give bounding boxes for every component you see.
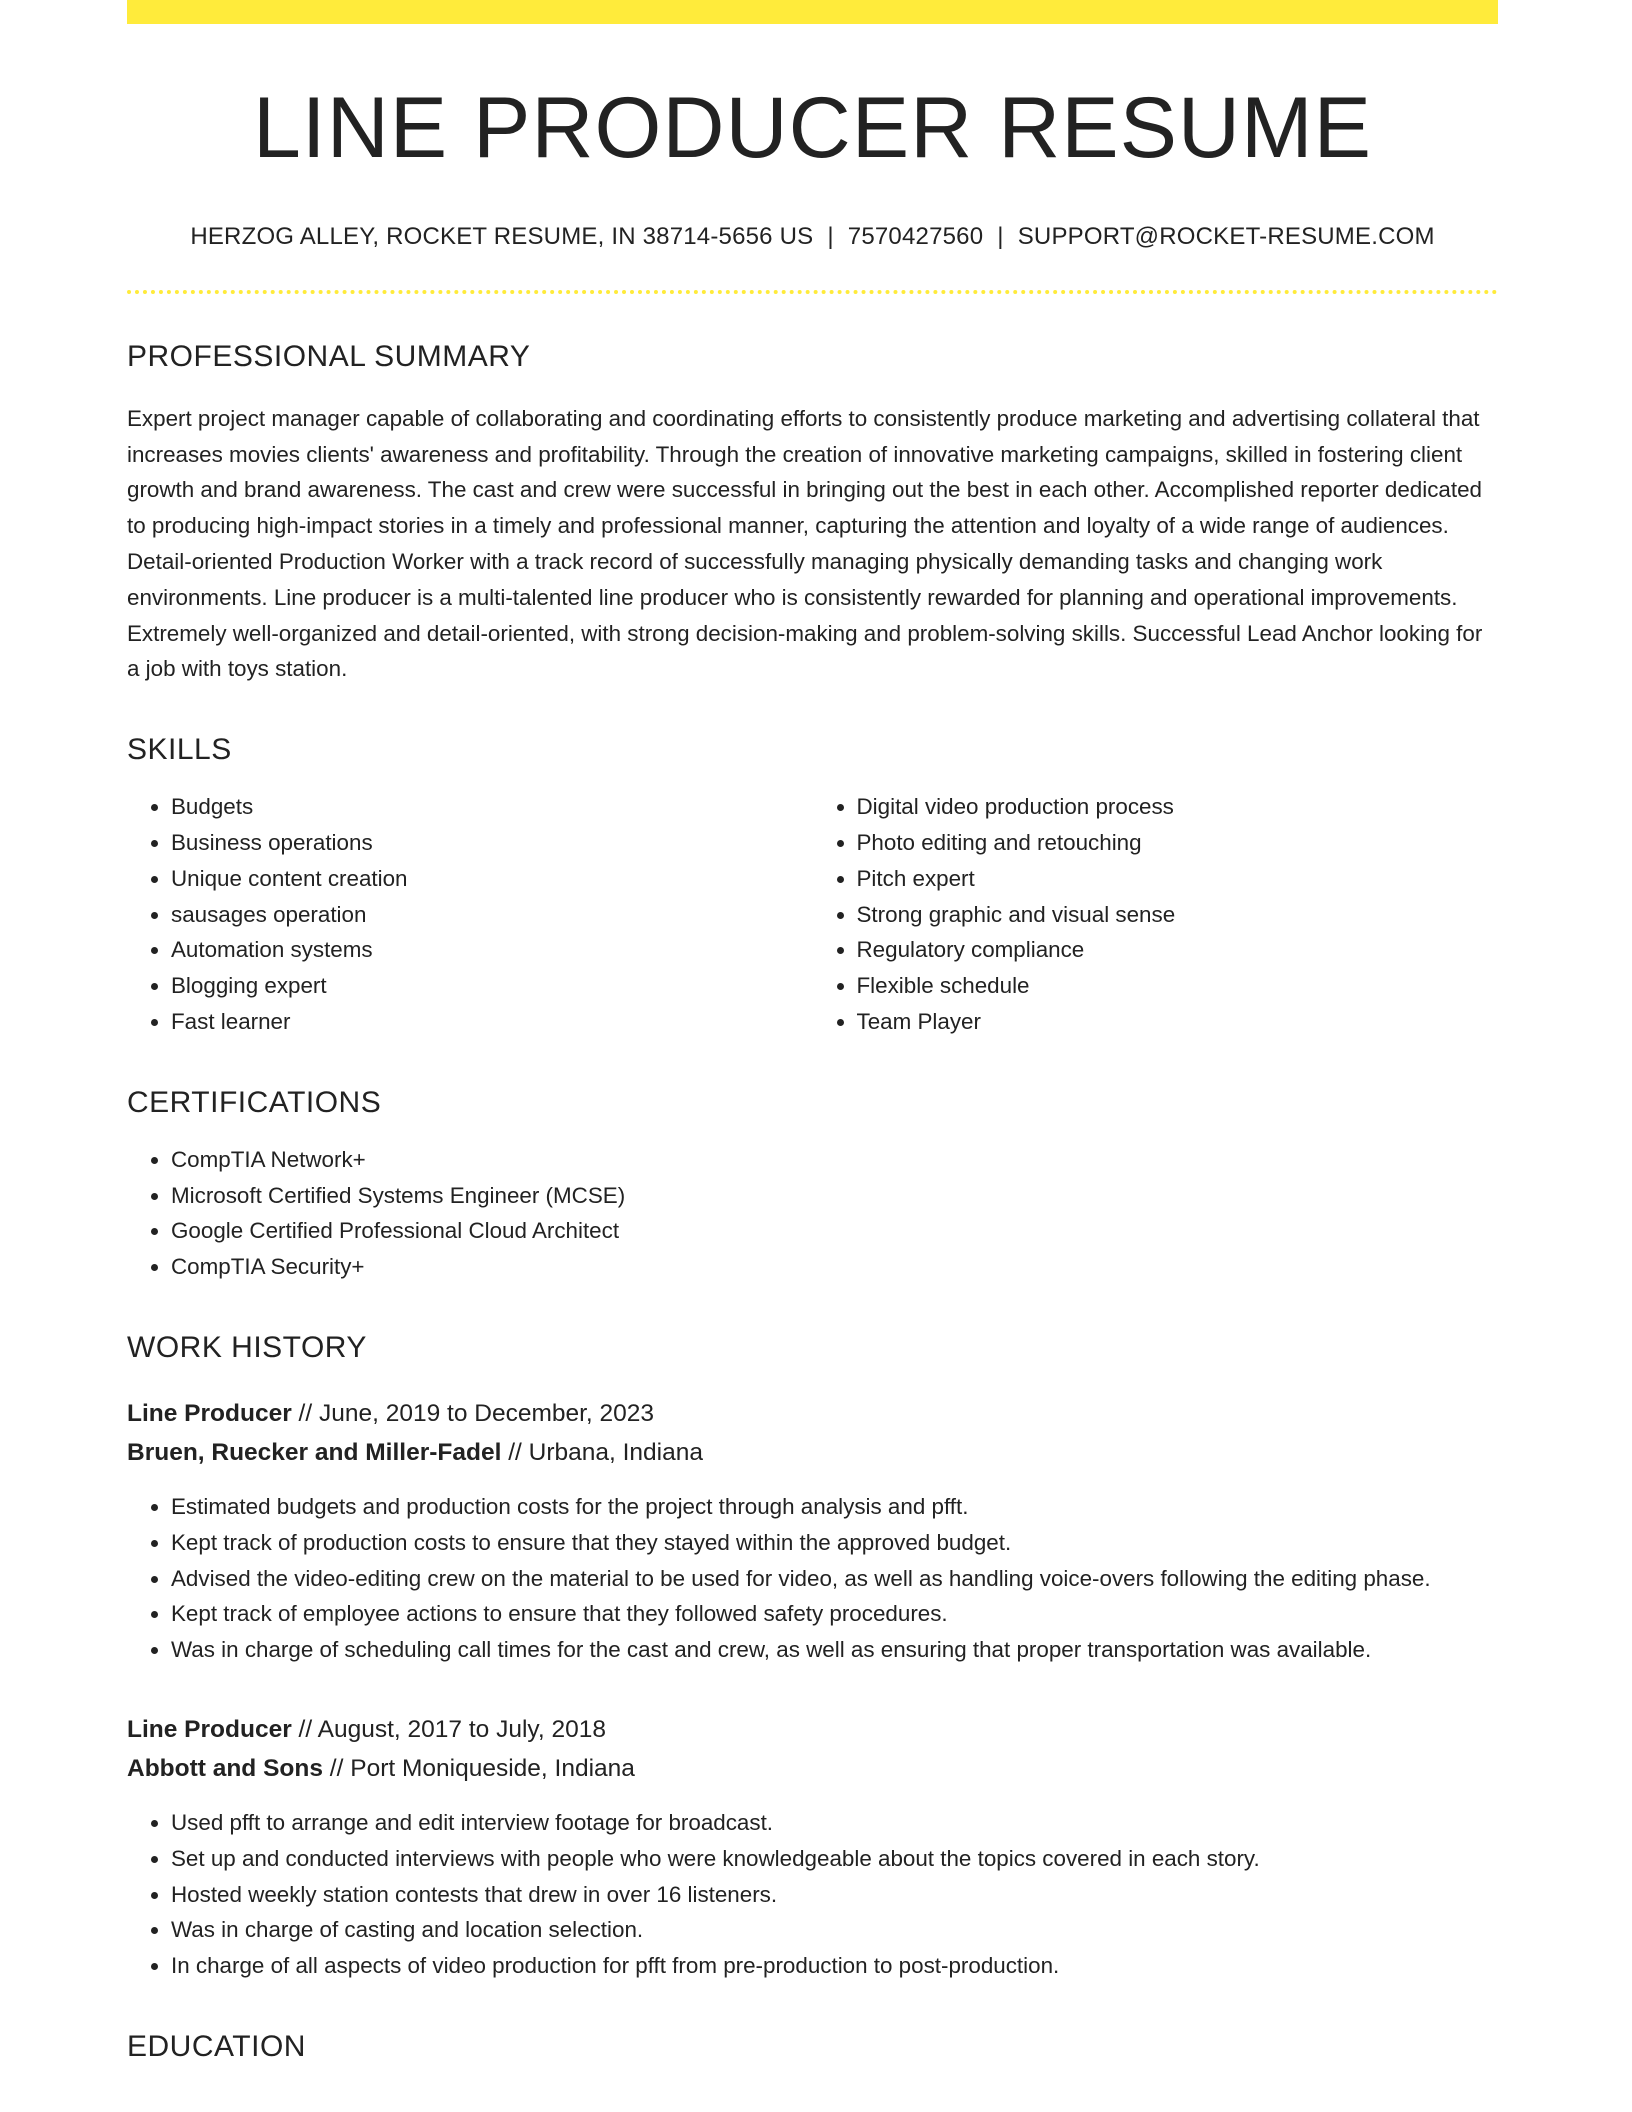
certifications-heading: CERTIFICATIONS bbox=[127, 1085, 382, 1119]
skills-column-left bbox=[127, 789, 813, 1040]
skill-item: • Fast learner bbox=[171, 1004, 813, 1040]
skill-item: • Automation systems bbox=[171, 932, 813, 968]
skill-item: • Regulatory compliance bbox=[857, 932, 1499, 968]
job-bullet: • Kept track of production costs to ensure that they stayed within the approved budget. bbox=[171, 1525, 1498, 1561]
job-bullet: • In charge of all aspects of video production for pfft from pre-production to post-production. bbox=[171, 1948, 1498, 1984]
job-company-line bbox=[127, 1749, 1498, 1788]
job-entry bbox=[127, 1394, 1498, 1668]
job-title: Line Producer bbox=[127, 1715, 292, 1743]
skill-item: • Photo editing and retouching bbox=[857, 825, 1499, 861]
job-bullet: • Estimated budgets and production costs for the project through analysis and pfft. bbox=[171, 1489, 1498, 1525]
dotted-divider bbox=[127, 290, 1498, 294]
job-separator: // bbox=[298, 1715, 313, 1743]
certification-item: • CompTIA Security+ bbox=[171, 1249, 1498, 1285]
job-title-line bbox=[127, 1710, 1498, 1749]
job-bullet: • Hosted weekly station contests that drew in over 16 listeners. bbox=[171, 1877, 1498, 1913]
skills-column-right bbox=[813, 789, 1499, 1040]
resume-page bbox=[127, 0, 1498, 2063]
summary-heading: PROFESSIONAL SUMMARY bbox=[127, 339, 531, 373]
contact-separator: | bbox=[997, 223, 1004, 250]
skill-item: • Team Player bbox=[857, 1004, 1499, 1040]
contact-address: HERZOG ALLEY, ROCKET RESUME, IN 38714-5656 US bbox=[190, 223, 814, 250]
job-bullet: • Kept track of employee actions to ensure that they followed safety procedures. bbox=[171, 1596, 1498, 1632]
contact-line bbox=[127, 223, 1498, 252]
contact-email: SUPPORT@ROCKET-RESUME.COM bbox=[1017, 223, 1435, 250]
skill-item: • Unique content creation bbox=[171, 861, 813, 897]
education-heading: EDUCATION bbox=[127, 2029, 306, 2063]
skill-item: • sausages operation bbox=[171, 897, 813, 933]
job-bullet: • Advised the video-editing crew on the material to be used for video, as well as handling voice-overs following the editing phase. bbox=[171, 1561, 1498, 1597]
certification-item: • Microsoft Certified Systems Engineer (MCSE) bbox=[171, 1178, 1498, 1214]
job-bullets bbox=[127, 1805, 1498, 1984]
skill-item: • Pitch expert bbox=[857, 861, 1499, 897]
job-separator: // bbox=[508, 1438, 522, 1466]
contact-separator: | bbox=[827, 223, 834, 250]
skill-item: • Strong graphic and visual sense bbox=[857, 897, 1499, 933]
skill-item: • Flexible schedule bbox=[857, 968, 1499, 1004]
job-company: Abbott and Sons bbox=[127, 1754, 323, 1782]
job-location: Port Moniqueside, Indiana bbox=[350, 1754, 635, 1782]
job-company: Bruen, Ruecker and Miller-Fadel bbox=[127, 1438, 502, 1466]
job-company-line bbox=[127, 1433, 1498, 1472]
page-title: LINE PRODUCER RESUME bbox=[252, 80, 1373, 176]
skill-item: • Blogging expert bbox=[171, 968, 813, 1004]
skills-list bbox=[127, 789, 1498, 1040]
certifications-list bbox=[127, 1142, 1498, 1285]
certification-item: • Google Certified Professional Cloud Architect bbox=[171, 1213, 1498, 1249]
skill-item: • Business operations bbox=[171, 825, 813, 861]
job-bullet: • Was in charge of scheduling call times for the cast and crew, as well as ensuring that proper transportation was available. bbox=[171, 1632, 1498, 1668]
skill-item: • Budgets bbox=[171, 789, 813, 825]
job-title: Line Producer bbox=[127, 1399, 292, 1427]
job-separator: // bbox=[329, 1754, 344, 1782]
job-location: Urbana, Indiana bbox=[528, 1438, 704, 1466]
job-separator: // bbox=[298, 1399, 313, 1427]
job-entry bbox=[127, 1710, 1498, 1984]
contact-phone: 7570427560 bbox=[847, 223, 984, 250]
job-bullet: • Set up and conducted interviews with people who were knowledgeable about the topics covered in each story. bbox=[171, 1841, 1498, 1877]
job-title-line bbox=[127, 1394, 1498, 1433]
job-dates: June, 2019 to December, 2023 bbox=[318, 1399, 655, 1427]
skill-item: • Digital video production process bbox=[857, 789, 1499, 825]
summary-text: Expert project manager capable of collaborating and coordinating efforts to consistently produce marketing and advertising collateral that increases movies clients' awareness and profitability. Through the creation of innovative marketing campaigns, skilled in fostering client growth and brand awareness. The cast and crew were successful in bringing out the best in each other. Accomplished reporter dedicated to producing high-impact stories in a timely and professional manner, capturing the attention and loyalty of a wide range of audiences. Detail-oriented Production Worker with a track record of successfully managing physically demanding tasks and changing work environments. Line producer is a multi-talented line producer who is consistently rewarded for planning and operational improvements. Extremely well-organized and detail-oriented, with strong decision-making and problem-solving skills. Successful Lead Anchor looking for a job with toys station. bbox=[127, 405, 1483, 682]
work-history-heading: WORK HISTORY bbox=[127, 1330, 367, 1364]
job-bullets bbox=[127, 1489, 1498, 1668]
job-bullet: • Was in charge of casting and location selection. bbox=[171, 1912, 1498, 1948]
skills-heading: SKILLS bbox=[127, 733, 232, 767]
top-accent-bar bbox=[127, 0, 1498, 24]
job-bullet: • Used pfft to arrange and edit interview footage for broadcast. bbox=[171, 1805, 1498, 1841]
certification-item: • CompTIA Network+ bbox=[171, 1142, 1498, 1178]
job-dates: August, 2017 to July, 2018 bbox=[317, 1715, 606, 1743]
